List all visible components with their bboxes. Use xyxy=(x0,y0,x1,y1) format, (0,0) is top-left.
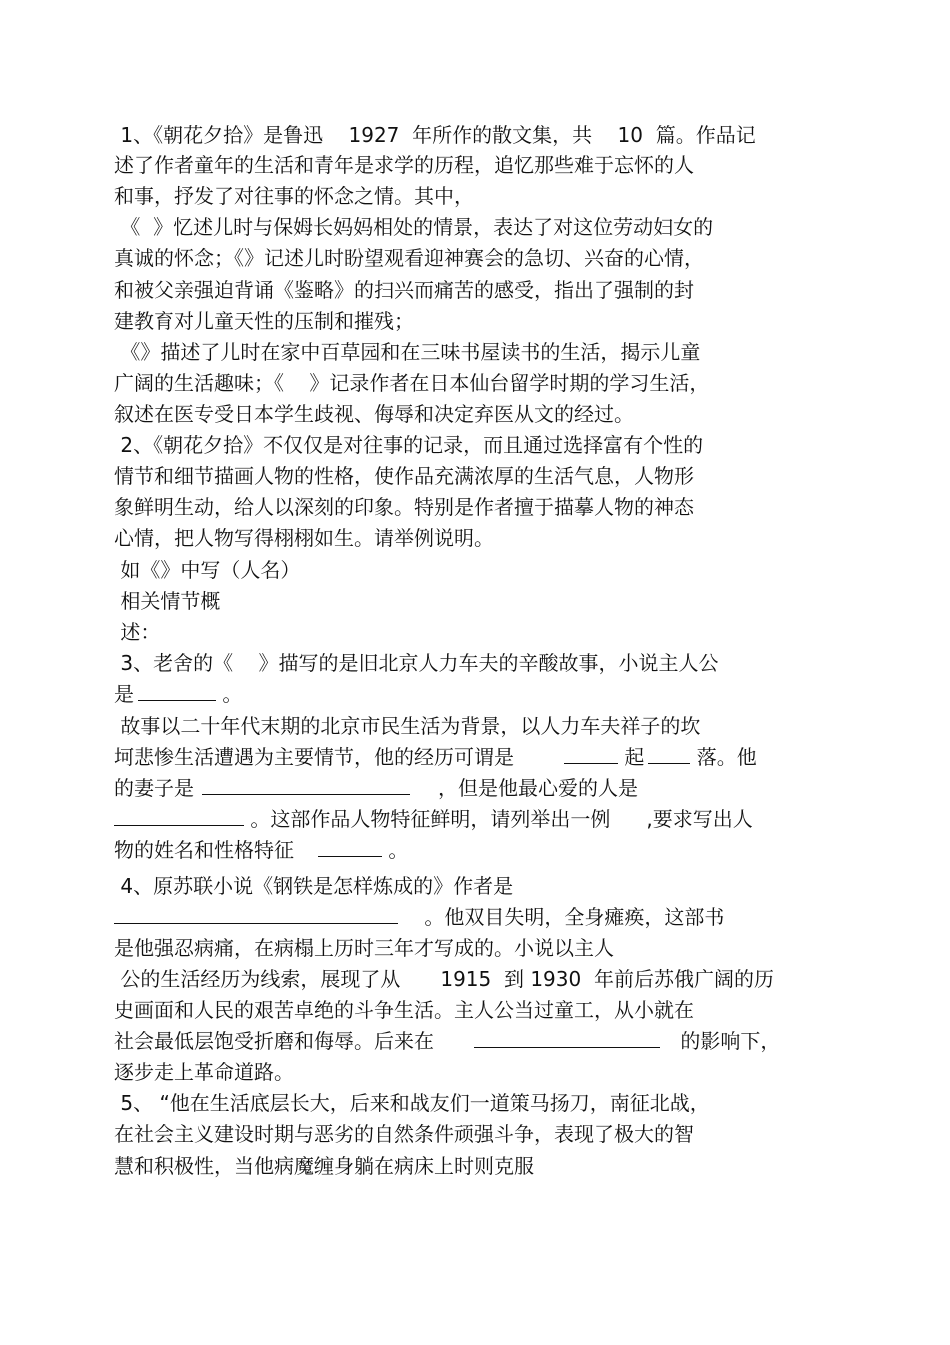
text-line: 《》描述了儿时在家中百草园和在三味书屋读书的生活，揭示儿童 xyxy=(114,340,701,364)
text-fragment: ，但是他最心爱的人是 xyxy=(438,776,638,800)
text-line: 和事，抒发了对往事的怀念之情。其中， xyxy=(114,184,474,208)
fill-blank xyxy=(648,745,690,764)
text-line xyxy=(114,773,638,803)
text-line: 相关情节概 xyxy=(114,589,221,613)
text-fragment: ,要求写出人 xyxy=(646,807,753,831)
text-line: 真诚的怀念；《》记述儿时盼望观看迎神赛会的急切、兴奋的心情， xyxy=(114,246,704,270)
text-line xyxy=(114,964,774,994)
text-line: 逐步走上革命道路。 xyxy=(114,1060,294,1084)
text-line xyxy=(114,742,757,772)
text-fragment: 是 xyxy=(114,682,134,706)
text-line: 1、《朝花夕拾》是鲁迅 1927 年所作的散文集，共 10 篇。作品记 xyxy=(114,123,756,147)
text-line: 在社会主义建设时期与恶劣的自然条件顽强斗争，表现了极大的智 xyxy=(114,1122,694,1146)
fill-blank xyxy=(138,682,216,701)
text-line: 象鲜明生动，给人以深刻的印象。特别是作者擅于描摹人物的神态 xyxy=(114,495,694,519)
fill-blank xyxy=(202,776,410,795)
text-fragment: 。这部作品人物特征鲜明，请列举出一例 xyxy=(244,807,611,831)
fill-blank xyxy=(474,1029,660,1048)
text-fragment: 的妻子是 xyxy=(114,776,194,800)
text-fragment: 社会最低层饱受折磨和侮辱。后来在 xyxy=(114,1029,434,1053)
fill-blank xyxy=(564,745,618,764)
text-fragment: 物的姓名和性格特征 xyxy=(114,838,294,862)
text-line: 故事以二十年代末期的北京市民生活为背景，以人力车夫祥子的坎 xyxy=(114,714,701,738)
text-fragment: 起 xyxy=(618,745,645,769)
text-line xyxy=(114,835,408,865)
text-line: 2、《朝花夕拾》不仅仅是对往事的记录，而且通过选择富有个性的 xyxy=(114,433,704,457)
text-line: 述了作者童年的生活和青年是求学的历程，追忆那些难于忘怀的人 xyxy=(114,153,694,177)
text-fragment: 的影响下， xyxy=(674,1029,781,1053)
text-line: 4、原苏联小说《钢铁是怎样炼成的》作者是 xyxy=(114,874,514,898)
text-line: 5、 “他在生活底层长大，后来和战友们一道策马扬刀，南征北战， xyxy=(114,1091,710,1115)
text-line: 建教育对儿童天性的压制和摧残； xyxy=(114,309,414,333)
fill-blank xyxy=(114,905,398,924)
text-line xyxy=(114,1026,780,1056)
text-fragment: 1915 到 1930 年前后苏俄广阔的历 xyxy=(440,967,774,991)
text-line: 史画面和人民的艰苦卓绝的斗争生活。主人公当过童工，从小就在 xyxy=(114,998,694,1022)
text-line: 《 》忆述儿时与保姆长妈妈相处的情景，表达了对这位劳动妇女的 xyxy=(114,215,714,239)
text-line xyxy=(114,679,242,709)
text-fragment: 。他双目失明，全身瘫痪，这部书 xyxy=(418,905,725,929)
text-line: 和被父亲强迫背诵《鉴略》的扫兴而痛苦的感受，指出了强制的封 xyxy=(114,278,694,302)
text-line: 3、老舍的《 》描写的是旧北京人力车夫的辛酸故事，小说主人公 xyxy=(114,651,719,675)
text-line: 心情，把人物写得栩栩如生。请举例说明。 xyxy=(114,526,494,550)
text-line: 慧和积极性，当他病魔缠身躺在病床上时则克服 xyxy=(114,1154,534,1178)
text-fragment: 。 xyxy=(216,682,243,706)
text-fragment: 。 xyxy=(382,838,409,862)
fill-blank xyxy=(114,807,244,826)
text-fragment: 落。他 xyxy=(690,745,757,769)
text-fragment: 坷悲惨生活遭遇为主要情节，他的经历可谓是 xyxy=(114,745,514,769)
text-line: 述： xyxy=(114,620,161,644)
text-line: 广阔的生活趣味；《 》记录作者在日本仙台留学时期的学习生活， xyxy=(114,371,710,395)
text-line: 情节和细节描画人物的性格，使作品充满浓厚的生活气息，人物形 xyxy=(114,464,694,488)
text-line: 如《》中写（人名） xyxy=(114,558,301,582)
text-line: 叙述在医专受日本学生歧视、侮辱和决定弃医从文的经过。 xyxy=(114,402,634,426)
text-line: 是他强忍病痛，在病榻上历时三年才写成的。小说以主人 xyxy=(114,936,614,960)
text-line xyxy=(114,902,724,932)
text-line xyxy=(114,804,753,834)
text-fragment: 公的生活经历为线索，展现了从 xyxy=(114,967,401,991)
fill-blank xyxy=(318,838,382,857)
